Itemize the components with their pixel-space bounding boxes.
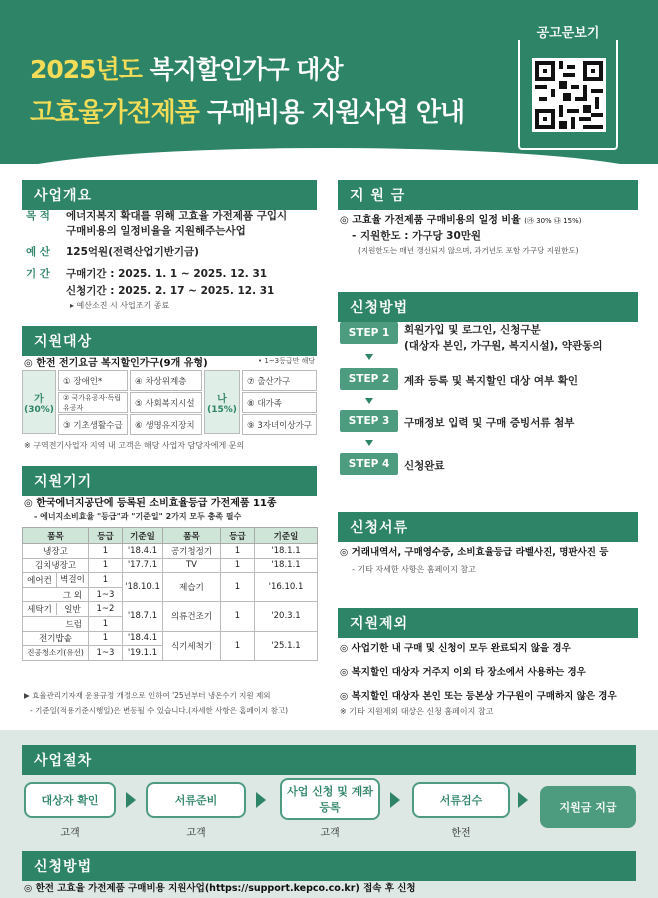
support-note: (지원한도는 매년 갱신되지 않으며, 과거년도 포함 가구당 지원한도) (358, 246, 579, 255)
target-item-3: ③ 기초생활수급 (58, 414, 128, 435)
step-4-text: 신청완료 (404, 460, 445, 472)
exclude-item-2: ◎ 복지할인 대상자 거주지 이외 타 장소에서 사용하는 경우 (340, 667, 586, 678)
support-limit: - 지원한도 : 가구당 30만원 (352, 230, 482, 242)
process-arrow-icon (256, 792, 266, 808)
target-item-1: ① 장애인* (58, 370, 128, 391)
howto-line[interactable]: ◎ 한전 고효율 가전제품 구매비용 지원사업(https://support.kepco.co.kr) 접속 후 신청 (24, 883, 416, 894)
table-row: 김치냉장고 1 '17.7.1 TV 1 '18.1.1 (23, 558, 318, 573)
target-item-5: ⑤ 사회복지시설 (130, 392, 202, 413)
table-row: 그 외 1~3 (23, 587, 318, 602)
qr-code-icon[interactable] (532, 58, 606, 132)
step-1-text2: (대상자 본인, 가구원, 복지시설), 약관동의 (404, 340, 603, 352)
equip-note1: ▶ 효율관리기자재 운용규정 개정으로 인하여 '25년부터 냉온수기 지원 제외 (24, 691, 271, 700)
process-step-4-actor: 한전 (451, 828, 471, 839)
step-arrow-icon (365, 398, 373, 404)
purpose-label: 목 적 (26, 210, 50, 222)
table-row: 드럼 1 (23, 616, 318, 631)
target-heading: ◎ 한전 전기요금 복지할인가구(9개 유형) (24, 358, 208, 369)
docs-line2: - 기타 자세한 사항은 홈페이지 참고 (352, 565, 476, 574)
target-item-2: ② 국가유공자·독립유공자 (58, 392, 128, 413)
process-arrow-icon (126, 792, 136, 808)
support-line1: ◎ 고효율 가전제품 구매비용의 일정 비율 (㉮ 30% ㉯ 15%) (340, 215, 582, 226)
apply-period: 신청기간 : 2025. 2. 17 ~ 2025. 12. 31 (66, 285, 275, 297)
step-4: STEP 4 (340, 453, 398, 475)
step-3-text: 구매정보 입력 및 구매 증빙서류 첨부 (404, 417, 575, 429)
purpose-line1: 에너지복지 확대를 위해 고효율 가전제품 구입시 (66, 210, 288, 222)
equip-note2: - 기준일(적용기준시행일)은 변동될 수 있습니다.(자세한 사항은 홈페이지 참고) (30, 706, 289, 715)
title-line2: 고효율가전제품 구매비용 지원사업 안내 (30, 98, 465, 128)
section-target-title: 지원대상 (22, 326, 317, 356)
exclude-item-3: ◎ 복지할인 대상자 본인 또는 등본상 가구원이 구매하지 않은 경우 (340, 691, 617, 702)
target-item-7: ⑦ 출산가구 (242, 370, 317, 391)
process-step-2: 서류준비 (146, 782, 246, 818)
step-arrow-icon (365, 440, 373, 446)
budget-value: 125억원(전력산업기반기금) (66, 246, 199, 258)
purchase-period: 구매기간 : 2025. 1. 1 ~ 2025. 12. 31 (66, 268, 268, 280)
section-support-title: 지 원 금 (338, 180, 638, 210)
table-row: 전기밥솥 1 '18.4.1 식기세척기 1 '25.1.1 (23, 631, 318, 646)
target-footnote: ※ 구역전기사업자 지역 내 고객은 해당 사업자 담당자에게 문의 (24, 441, 245, 450)
section-exclude-title: 지원제외 (338, 608, 638, 638)
step-3: STEP 3 (340, 410, 398, 432)
section-docs-title: 신청서류 (338, 512, 638, 542)
exclude-note: ※ 기타 지원제외 대상은 신청 홈페이지 참고 (340, 707, 494, 716)
purpose-line2: 구매비용의 일정비율을 지원해주는사업 (66, 225, 246, 237)
process-step-1-actor: 고객 (60, 828, 80, 839)
process-step-4: 서류검수 (412, 782, 510, 818)
step-arrow-icon (365, 354, 373, 360)
group-ga: 가 (30%) (22, 370, 56, 434)
equip-heading: ◎ 한국에너지공단에 등록된 소비효율등급 가전제품 11종 (24, 498, 277, 509)
target-item-6: ⑥ 생명유지장치 (130, 414, 202, 435)
process-step-2-actor: 고객 (186, 828, 206, 839)
process-step-3: 사업 신청 및 계좌등록 (280, 778, 380, 820)
docs-line1: ◎ 거래내역서, 구매영수증, 소비효율등급 라벨사진, 명판사진 등 (340, 547, 609, 558)
period-label: 기 간 (26, 268, 50, 280)
table-row: 에어컨 벽걸이 1 '18.10.1 제습기 1 '16.10.1 (23, 573, 318, 588)
exclude-item-1: ◎ 사업기한 내 구매 및 신청이 모두 완료되지 않을 경우 (340, 643, 571, 654)
step-1-text1: 회원가입 및 로그인, 신청구분 (404, 324, 541, 336)
group-na: 나 (15%) (204, 370, 240, 434)
target-item-9: ⑨ 3자녀이상가구 (242, 414, 317, 435)
step-2: STEP 2 (340, 368, 398, 390)
target-note: • 1~3등급만 해당 (258, 357, 316, 365)
equip-table: 품목 등급 기준일 품목 등급 기준일 냉장고 1 '18.4.1 공기청정기 1 '18.1.1 김치냉장고 1 '17.7.1 TV 1 '18.1.1 에어컨 벽걸이 1 '18.10.1 제습기 1 '16.10.1 그 외 1~3 세탁기 일반 1~2 '18.7.1 의류건조기 1 '20.3.1 드럼 1 전기밥솥 1 '18.4.1 식기세척기 1 '25.1.1 진공청소기(유선) 1~3 '19.1.1 (22, 527, 318, 661)
target-item-4: ④ 차상위계층 (130, 370, 202, 391)
process-step-5: 지원금 지급 (540, 786, 636, 828)
process-arrow-icon (518, 792, 528, 808)
qr-label: 공고문보기 (536, 26, 600, 41)
section-process-title: 사업절차 (22, 745, 636, 775)
table-row: 세탁기 일반 1~2 '18.7.1 의류건조기 1 '20.3.1 (23, 602, 318, 617)
section-equip-title: 지원기기 (22, 466, 317, 496)
budget-label: 예 산 (26, 246, 50, 258)
target-item-8: ⑧ 대가족 (242, 392, 317, 413)
section-overview-title: 사업개요 (22, 180, 317, 210)
section-howto-title: 신청방법 (22, 851, 636, 881)
step-1: STEP 1 (340, 322, 398, 344)
period-note: ▸ 예산소진 시 사업조기 종료 (70, 301, 170, 310)
equip-sub: - 에너지소비효율 "등급"과 "기준일" 2가지 모두 충족 필수 (34, 512, 242, 521)
process-step-3-actor: 고객 (320, 828, 340, 839)
table-row: 냉장고 1 '18.4.1 공기청정기 1 '18.1.1 (23, 544, 318, 559)
step-2-text: 계좌 등록 및 복지할인 대상 여부 확인 (404, 375, 579, 387)
process-step-1: 대상자 확인 (24, 782, 116, 818)
section-apply-title: 신청방법 (338, 292, 638, 322)
table-row: 진공청소기(유선) 1~3 '19.1.1 (23, 646, 318, 661)
process-arrow-icon (390, 792, 400, 808)
title-line1: 2025년도 복지할인가구 대상 (30, 55, 343, 84)
